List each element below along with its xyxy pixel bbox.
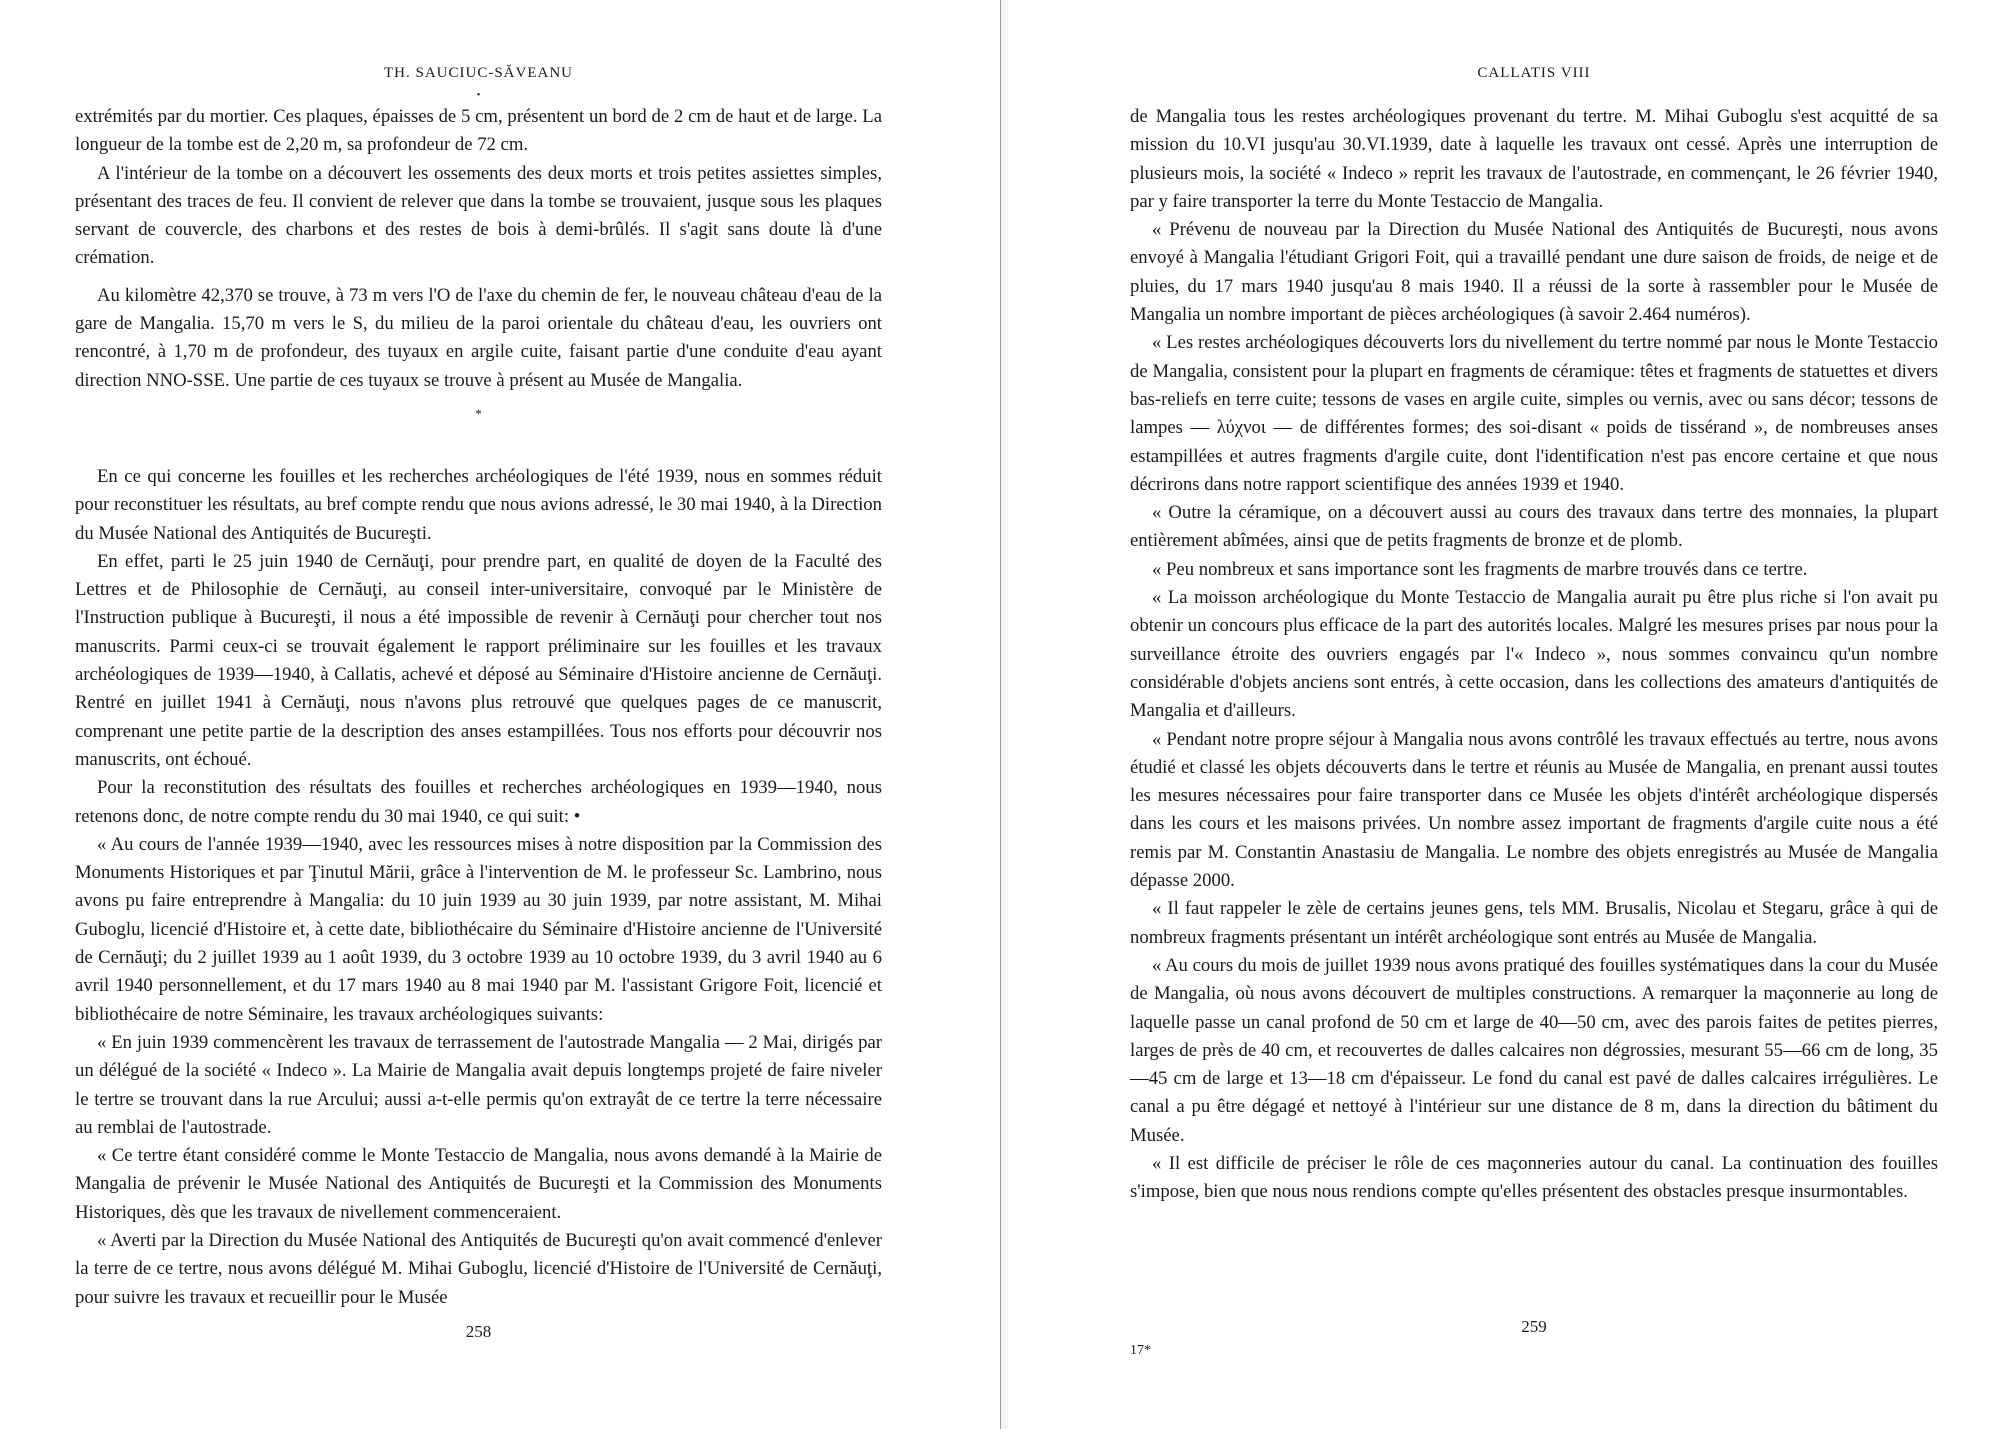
- paragraph: « Peu nombreux et sans importance sont les fragments de marbre trouvés dans ce tertre.: [1152, 558, 1808, 580]
- paragraph: « Les restes archéologiques découverts lors du nivellement du tertre nommé par nous le Monte Testaccio de Mangalia, consistent pour la plupart en fragments de céramique: têtes et fragments de statuettes et divers bas-reliefs en terre cuite; tessons de vases en argile cuite, simples ou vernis, avec ou sans décor; tessons de lampes — λύχνοι — de différentes formes; des soi-disant « poids de tissérand », de nombreuses anses estampillées et autres fragments d'argile cuite, dont l'identification n'est pas encore certaine et que nous décrirons dans notre rapport scientifique des années 1939 et 1940.: [1130, 332, 1938, 495]
- paragraph: « Il est difficile de préciser le rôle de ces maçonneries autour du canal. La continuation des fouilles s'impose, bien que nous nous rendions compte qu'elles présentent des obstacles presque insurmontables.: [1130, 1152, 1938, 1203]
- paragraph: « Averti par la Direction du Musée National des Antiquités de Bucureşti qu'on avait commencé d'enlever la terre de ce tertre, nous avons délégué M. Mihai Guboglu, licencié d'Histoire de l'Université de Cernăuţi, pour suivre les travaux et recueillir pour le Musée: [75, 1229, 882, 1308]
- paragraph: « Il faut rappeler le zèle de certains jeunes gens, tels MM. Brusalis, Nicolau et Stegaru, grâce à qui de nombreux fragments présentant un intérêt archéologique sont entrés au Musée de Mangalia.: [1130, 898, 1938, 948]
- paragraph: Pour la reconstitution des résultats des fouilles et recherches archéologiques en 1939—1940, nous retenons donc, de notre compte rendu du 30 mai 1940, ce qui suit: •: [75, 777, 882, 827]
- paragraph: Au kilomètre 42,370 se trouve, à 73 m vers l'O de l'axe du chemin de fer, le nouveau château d'eau de la gare de Mangalia. 15,70 m vers le S, du milieu de la paroi orientale du château d'eau, les ouvriers ont rencontré, à 1,70 m de profondeur, des tuyaux en argile cuite, faisant partie d'une conduite d'eau ayant direction NNO-SSE. Une partie de ces tuyaux se trouve à présent au Musée de Mangalia.: [75, 284, 882, 391]
- paragraph: « La moisson archéologique du Monte Testaccio de Mangalia aurait pu être plus riche si l'on avait pu obtenir un concours plus efficace de la part des autorités locales. Malgré les mesures prises par nous pour la surveillance étroite des ouvriers engagés par l'« Indeco », nous sommes convaincu qu'un nombre considérable d'objets anciens sont entrés, à cette occasion, dans les collections des amateurs d'antiquités de Mangalia et d'ailleurs.: [1130, 587, 1938, 722]
- left-text-after-break: [75, 463, 882, 1312]
- section-break: *: [475, 405, 482, 421]
- top-spacer: [1130, 89, 1938, 103]
- right-running-head: CALLATIS VIII: [1477, 65, 1591, 81]
- paragraph: de Mangalia tous les restes archéologiques provenant du tertre. M. Mihai Guboglu s'est acquitté de sa mission du 10.VI jusqu'au 30.VI.1939, date à laquelle les travaux ont cessé. Après une interruption de plusieurs mois, la société « Indeco » reprit les travaux de l'autostrade, en commençant, le 26 février 1940, par y faire transporter la terre du Monte Testaccio de Mangalia.: [1130, 106, 1938, 212]
- book-gutter: [1000, 0, 1008, 1429]
- left-page-number: 258: [465, 1322, 492, 1341]
- paragraph: « Au cours de l'année 1939—1940, avec les ressources mises à notre disposition par la Commission des Monuments Historiques et par Ţinutul Mării, grâce à l'intervention de M. le professeur Sc. Lambrino, nous avons pu faire entreprendre à Mangalia: du 10 juin 1939 au 30 juin 1939, par notre assistant, M. Mihai Guboglu, licencié d'Histoire et, à cette date, bibliothécaire du Séminaire d'Histoire ancienne de l'Université de Cernăuţi; du 2 juillet 1939 au 1 août 1939, du 3 octobre 1939 au 10 octobre 1939, du 3 avril 1940 au 6 avril 1940 personnellement, et du 17 mars 1940 au 8 mai 1940 par M. l'assistant Grigore Foit, licencié et bibliothécaire de notre Séminaire, les travaux archéologiques suivants:: [75, 833, 882, 1025]
- paragraph: « Ce tertre étant considéré comme le Monte Testaccio de Mangalia, nous avons demandé à la Mairie de Mangalia de prévenir le Musée National des Antiquités de Bucureşti et la Commission des Monuments Historiques, dès que les travaux de nivellement commenceraient.: [75, 1145, 882, 1223]
- paragraph: « Pendant notre propre séjour à Mangalia nous avons contrôlé les travaux effectués au tertre, nous avons étudié et classé les objets découverts dans le tertre et réunis au Musée de Mangalia, en prenant aussi toutes les mesures nécessaires pour faire transporter dans ce Musée les objets d'intérêt archéologique dispersés dans les cours et les maisons privées. Un nombre assez important de fragments d'argile cuite nous a été remis par M. Constantin Anastasiu de Mangalia. Le nombre des objets enregistrés au Musée de Mangalia dépasse 2000.: [1130, 728, 1938, 892]
- paragraph: A l'intérieur de la tombe on a découvert les ossements des deux morts et trois petites assiettes simples, présentant des traces de feu. Il convient de relever que dans la tombe se trouvaient, jusque sous les plaques servant de couvercle, des charbons et des restes de bois à demi-brûlés. Il s'agit sans doute là d'une crémation.: [75, 162, 882, 269]
- right-page-number: 259: [1521, 1317, 1547, 1336]
- paragraph: « Au cours du mois de juillet 1939 nous avons pratiqué des fouilles systématiques dans la cour du Musée de Mangalia, où nous avons découvert de multiples constructions. A remarquer la maçonnerie au long de laquelle passe un canal profond de 50 cm et large de 40—50 cm, avec des parois faites de petites pierres, larges de près de 40 cm, et recouvertes de dalles calcaires non dégrossies, mesurant 55—66 cm de long, 35—45 cm de large et 13—18 cm d'épaisseur. Le fond du canal est pavé de dalles calcaires irrégulières. Le canal a pu être dégagé et nettoyé à l'intérieur sur une distance de 8 m, dans la direction du bâtiment du Musée.: [1130, 954, 1938, 1146]
- signature-mark: 17*: [1130, 1343, 1151, 1358]
- paragraph: « Outre la céramique, on a découvert aussi au cours des travaux dans tertre des monnaies, la plupart entièrement abîmées, ainsi que de petits fragments de bronze et de plomb.: [1130, 502, 1938, 552]
- paragraph: En ce qui concerne les fouilles et les recherches archéologiques de l'été 1939, nous en sommes réduit pour reconstituer les résultats, au bref compte rendu que nous avions adressé, le 30 mai 1940, à la Direction du Musée National des Antiquités de Bucureşti.: [75, 465, 882, 544]
- paragraph: « Prévenu de nouveau par la Direction du Musée National des Antiquités de Bucureşti, nous avons envoyé à Mangalia l'étudiant Grigori Foit, qui a travaillé pendant une dure saison de froids, de neige et de pluies, du 17 mars 1940 jusqu'au 8 mais 1940. Il a réussi de la sorte à rassembler pour le Musée de Mangalia un nombre important de pièces archéologiques (à savoir 2.464 numéros).: [1130, 219, 1938, 326]
- paragraph: extrémités par du mortier. Ces plaques, épaisses de 5 cm, présentent un bord de 2 cm de haut et de large. La longueur de la tombe est de 2,20 m, sa profondeur de 72 cm.: [75, 106, 882, 156]
- left-running-head: TH. SAUCIUC-SĂVEANU: [383, 65, 573, 81]
- top-ornament: •: [476, 90, 481, 101]
- paragraph: « En juin 1939 commencèrent les travaux de terrassement de l'autostrade Mangalia — 2 Mai, dirigés par un délégué de la société « Indeco ». La Mairie de Mangalia avait depuis longtemps projeté de faire niveler le tertre se trouvant dans la rue Arcului; aussi a-t-elle permis qu'on extrayât de ce tertre la terre nécessaire au remblai de l'autostrade.: [75, 1031, 882, 1138]
- right-page: [1008, 0, 2000, 1429]
- paragraph: En effet, parti le 25 juin 1940 de Cernăuţi, pour prendre part, en qualité de doyen de la Faculté des Lettres et de Philosophie de Cernăuţi, au conseil inter-universitaire, convoqué par le Ministère de l'Instruction publique à Bucureşti, il nous a été impossible de revenir à Cernăuţi pour chercher tout nos manuscrits. Parmi ceux-ci se trouvait également le rapport préliminaire sur les fouilles et les travaux archéologiques de 1939—1940, à Callatis, achevé et déposé au Séminaire d'Histoire ancienne de Cernăuţi. Rentré en juillet 1941 à Cernăuţi, nous n'avons plus retrouvé que quelques pages de ce manuscrit, comprenant une petite partie de la description des anses estampillées. Tous nos efforts pour découvrir nos manuscrits, ont échoué.: [75, 550, 882, 770]
- left-text-before-break: [75, 103, 882, 395]
- right-text: [1130, 103, 1938, 1207]
